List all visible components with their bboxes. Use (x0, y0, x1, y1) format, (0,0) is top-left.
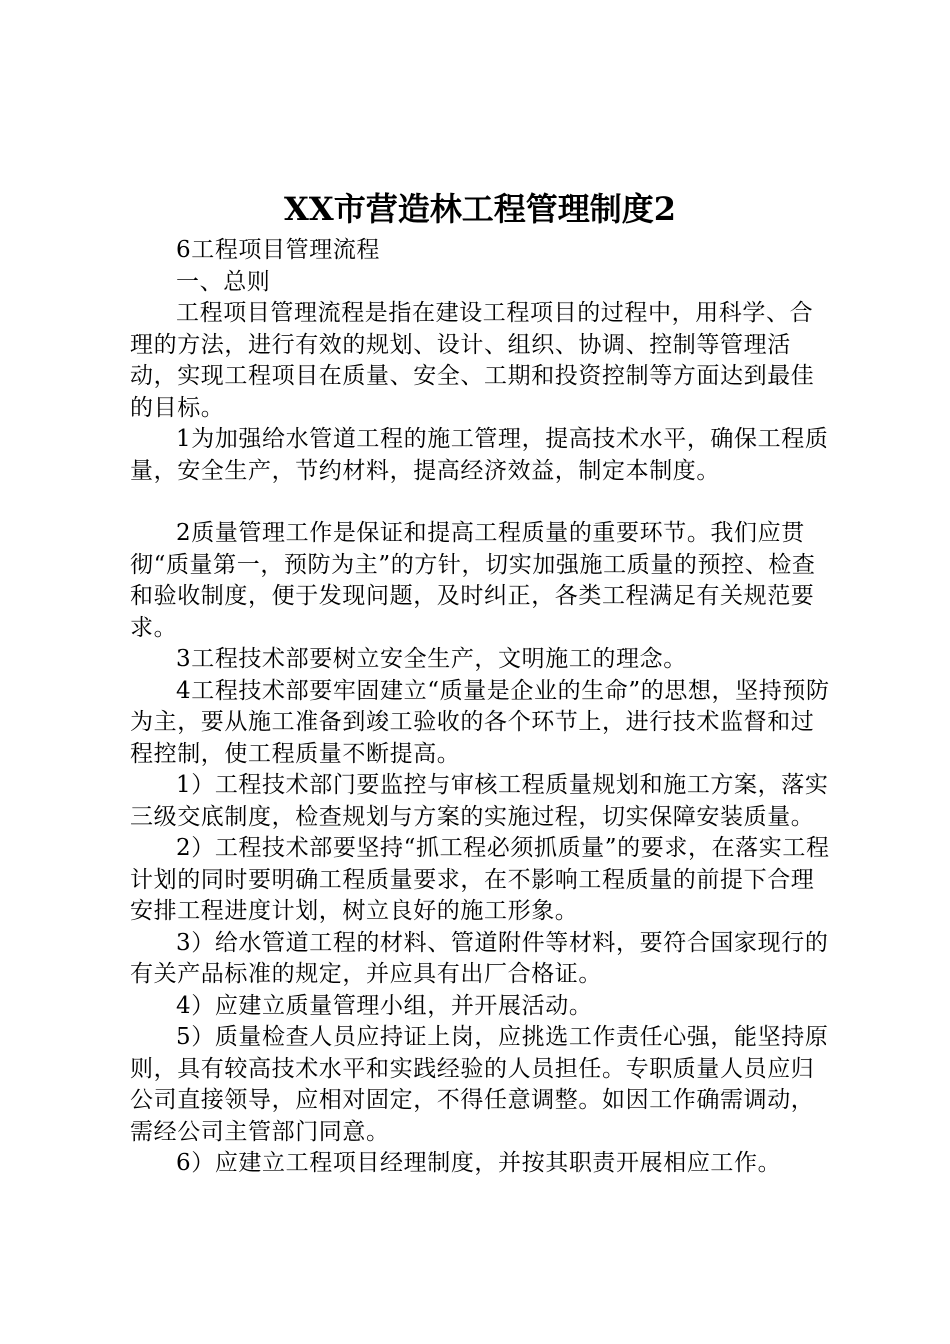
paragraph-item-4: 4工程技术部要牢固建立“质量是企业的生命”的思想，坚持预防为主，要从施工准备到竣工验收的各个环节上，进行技术监督和过程控制，使工程质量不断提高。 (130, 677, 830, 767)
document-page (130, 185, 830, 1180)
paragraph-subitem-6: 6）应建立工程项目经理制度，并按其职责开展相应工作。 (176, 1150, 782, 1176)
paragraph-subitem-5: 5）质量检查人员应持证上岗，应挑选工作责任心强，能坚持原则，具有较高技术水平和实践经验的人员担任。专职质量人员应归公司直接领导，应相对固定，不得任意调整。如因工作确需调动，需经公司主管部门同意。 (130, 1024, 829, 1145)
paragraph-item-2: 2质量管理工作是保证和提高工程质量的重要环节。我们应贯彻“质量第一，预防为主”的方针，切实加强施工质量的预控、检查和验收制度，便于发现问题，及时纠正，各类工程满足有关规范要求。 (130, 520, 816, 641)
document-title: XX市营造林工程管理制度2 (284, 190, 676, 228)
paragraph-subitem-3: 3）给水管道工程的材料、管道附件等材料，要符合国家现行的有关产品标准的规定，并应具有出厂合格证。 (130, 929, 829, 987)
paragraph-subitem-1: 1）工程技术部门要监控与审核工程质量规划和施工方案，落实三级交底制度，检查规划与方案的实施过程，切实保障安装质量。 (130, 772, 829, 830)
section-heading-general: 一、总则 (176, 268, 271, 295)
paragraph-subitem-4: 4）应建立质量管理小组，并开展活动。 (176, 992, 593, 1019)
section-heading: 6工程项目管理流程 (176, 237, 381, 263)
paragraph-subitem-2: 2）工程技术部要坚持“抓工程必须抓质量”的要求，在落实工程计划的同时要明确工程质量要求，在不影响工程质量的前提下合理安排工程进度计划，树立良好的施工形象。 (130, 835, 830, 924)
paragraph-item-3: 3工程技术部要树立安全生产，文明施工的理念。 (176, 646, 687, 672)
paragraph-item-1: 1为加强给水管道工程的施工管理，提高技术水平，确保工程质量，安全生产，节约材料，提高经济效益，制定本制度。 (130, 426, 829, 484)
blank-line (130, 487, 830, 518)
paragraph-definition: 工程项目管理流程是指在建设工程项目的过程中，用科学、合理的方法，进行有效的规划、设计、组织、协调、控制等管理活动，实现工程项目在质量、安全、工期和投资控制等方面达到最佳的目标。 (130, 300, 815, 421)
